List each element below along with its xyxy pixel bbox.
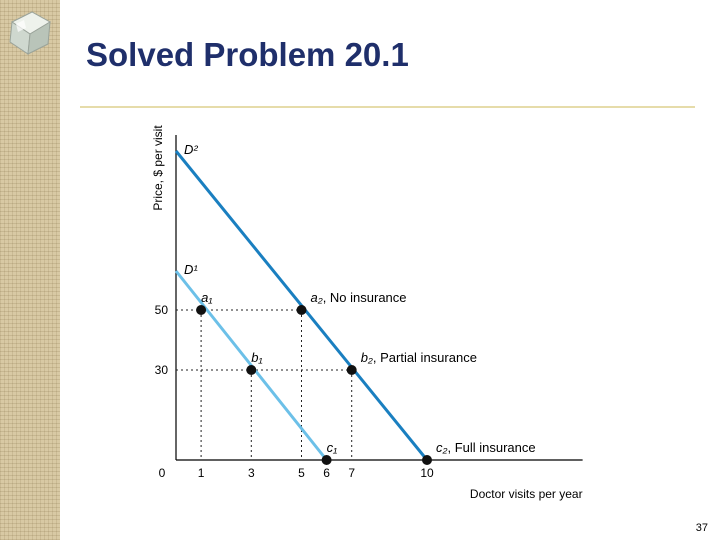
point-a₁ <box>196 305 206 315</box>
y-tick-label: 30 <box>154 363 168 377</box>
point-label: a₁ <box>201 290 213 305</box>
chart-labels <box>184 142 536 455</box>
y-axis-label: Price, $ per visit <box>151 125 165 211</box>
x-tick-label: 5 <box>298 466 305 480</box>
x-tick-label: 10 <box>420 466 434 480</box>
x-tick-label: 3 <box>247 466 255 480</box>
y-tick-label: 50 <box>154 303 168 317</box>
x-tick-label: 6 <box>323 466 330 480</box>
point-label: a₂, No insurance <box>310 290 407 305</box>
page-number: 37 <box>695 522 708 534</box>
x-axis-label: Doctor visits per year <box>469 487 583 501</box>
point-c₂ <box>422 455 432 465</box>
point-b₂ <box>347 365 357 375</box>
title-divider <box>80 106 695 108</box>
x-tick-label: 0 <box>158 466 166 480</box>
point-label: c₁ <box>326 440 338 455</box>
decorative-sidebar <box>0 0 60 540</box>
point-b₁ <box>246 365 256 375</box>
slide-title: Solved Problem 20.1 <box>86 36 409 73</box>
point-label: b₂, Partial insurance <box>360 350 477 365</box>
demand-chart <box>140 120 600 510</box>
glass-cube-icon <box>2 2 58 58</box>
point-a₂ <box>297 305 307 315</box>
point-label: b₁ <box>251 350 263 365</box>
point-label: c₂, Full insurance <box>436 440 536 455</box>
point-markers <box>196 305 432 465</box>
series-label: D² <box>184 142 198 157</box>
x-tick-label: 7 <box>348 466 356 480</box>
point-c₁ <box>322 455 332 465</box>
series-label: D¹ <box>184 262 198 277</box>
x-tick-label: 1 <box>197 466 205 480</box>
